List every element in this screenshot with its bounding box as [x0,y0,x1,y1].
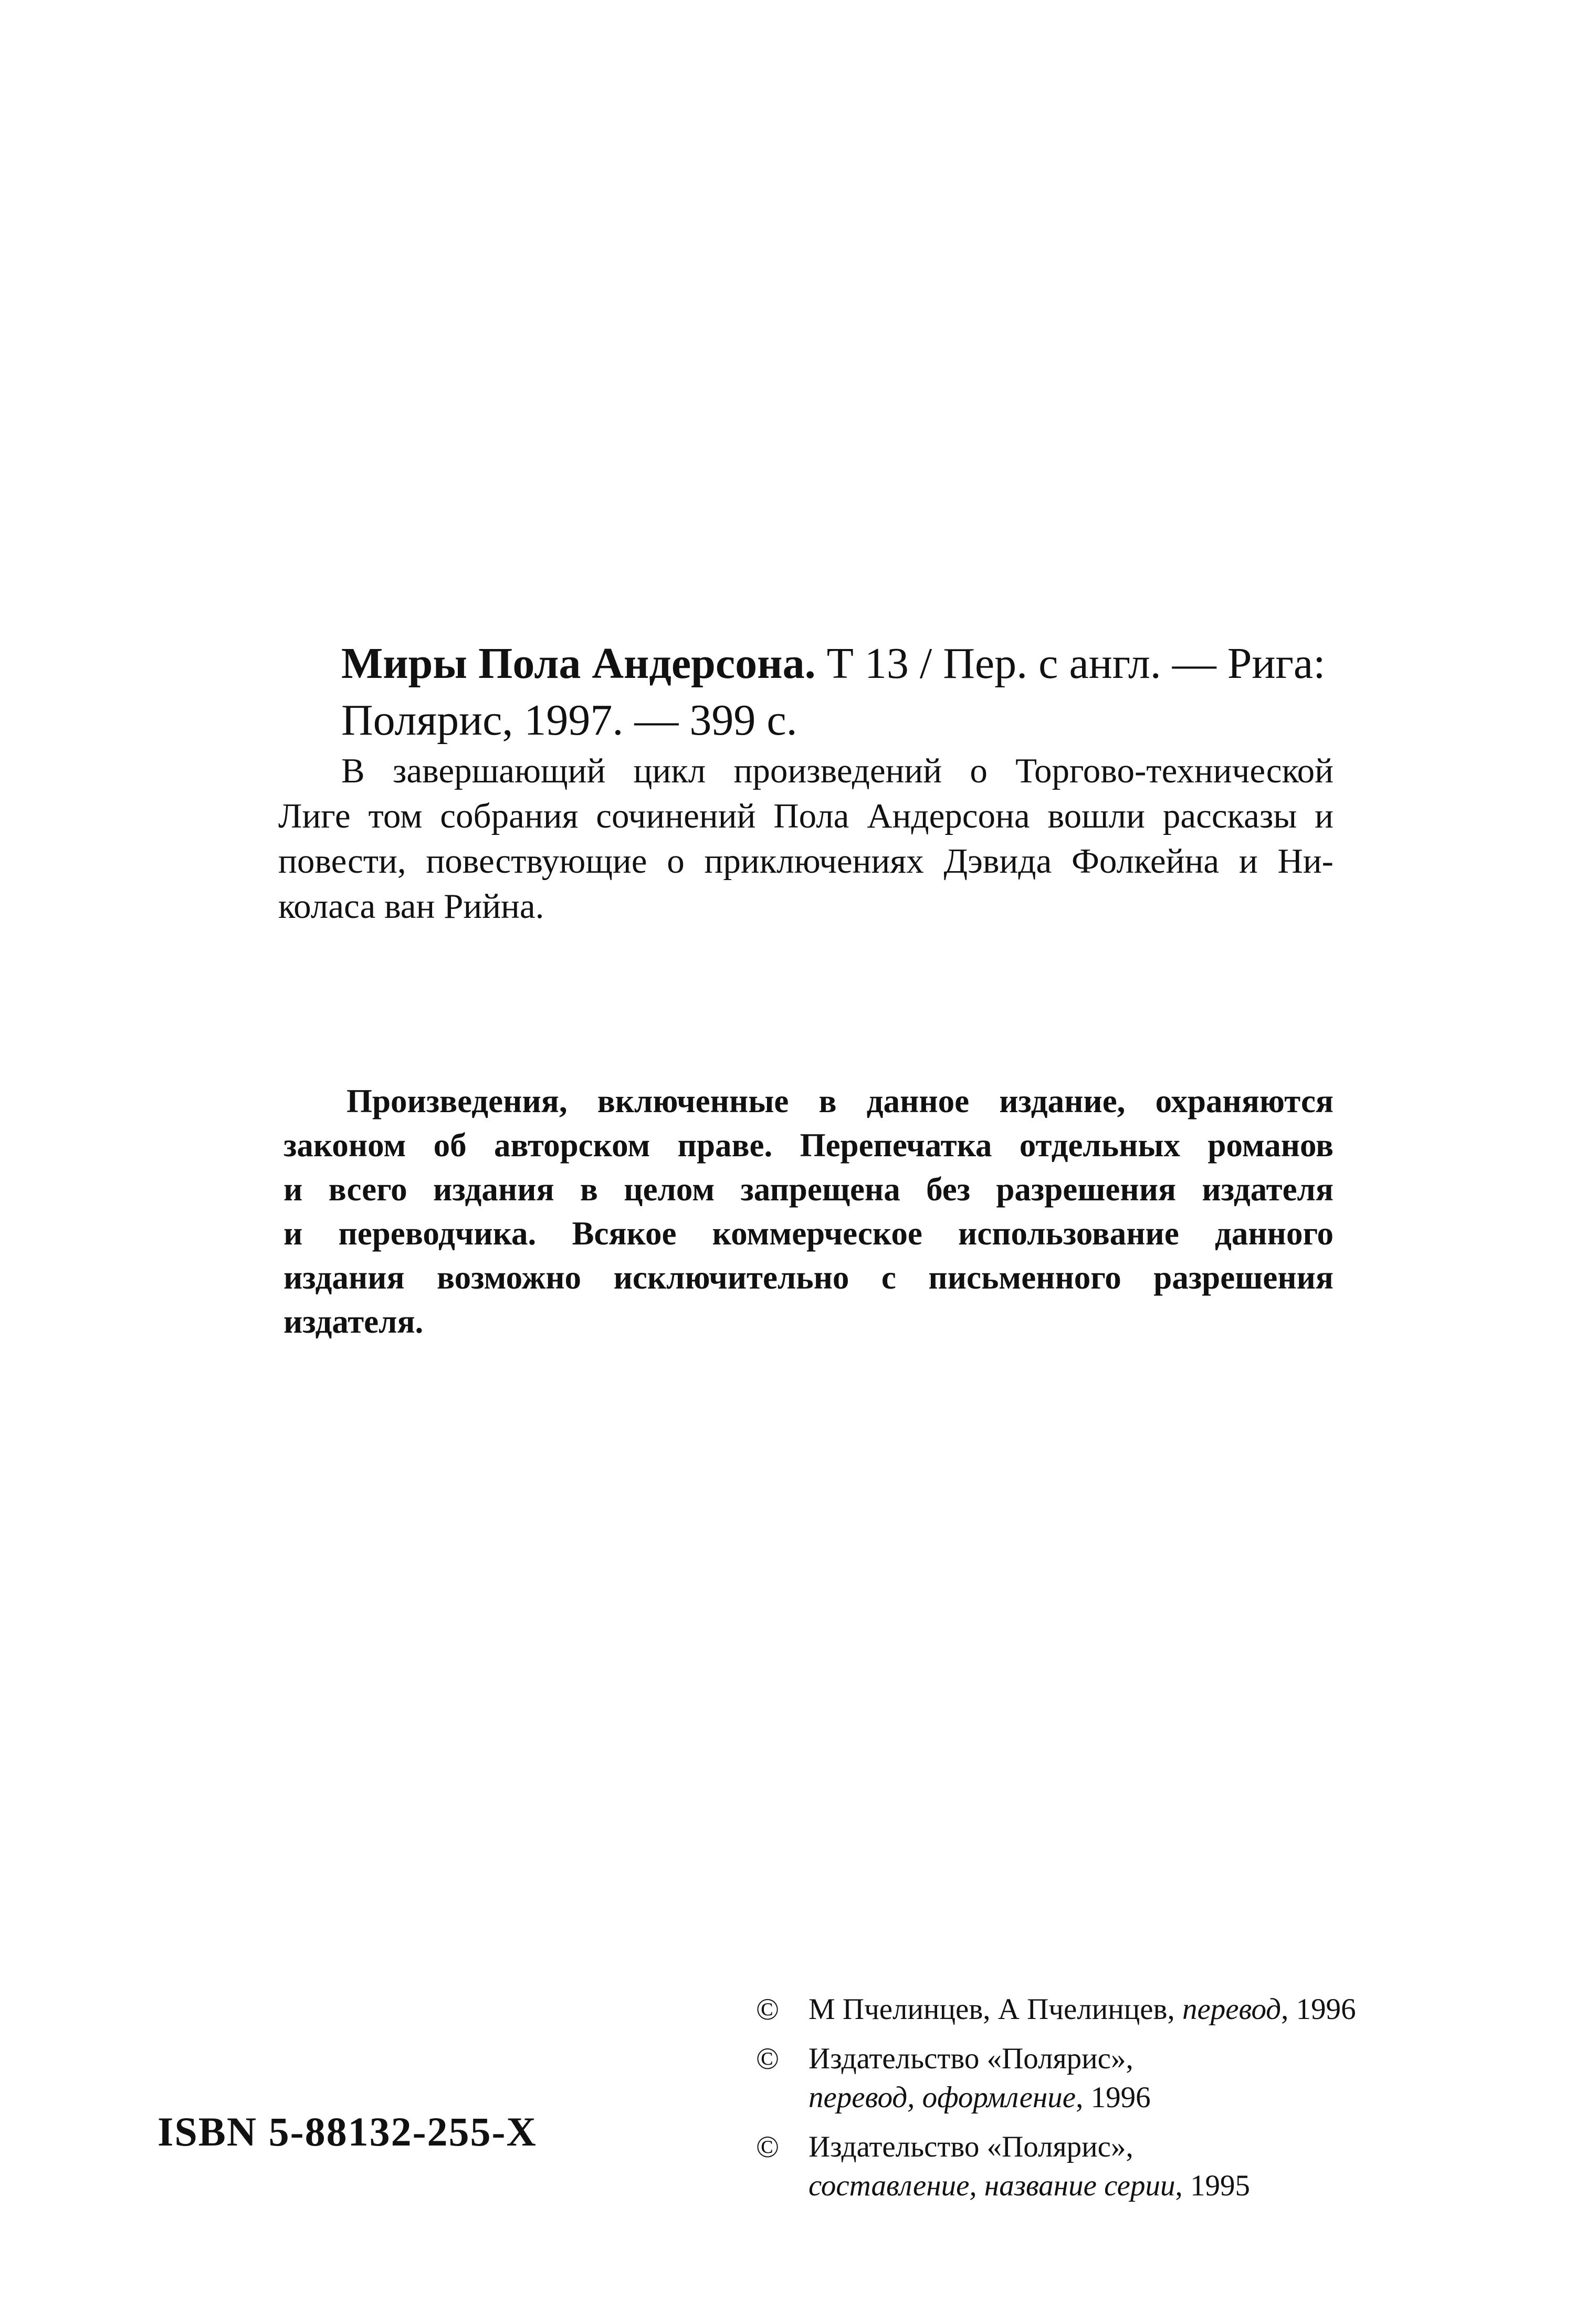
annotation-line: В завершающий цикл произведений о Торгово-технической [341,751,1334,790]
notice-line: законом об авторском праве. Перепечатка отдельных романов [284,1127,1334,1164]
annotation-line: Лиге том собрания сочинений Пола Андерсона вошли рассказы и [278,797,1334,835]
credit-holder: Издательство «Полярис», [808,2130,1133,2163]
credit-year: , 1996 [1281,1993,1356,2026]
notice-line: и всего издания в целом запрещена без разрешения издателя [284,1171,1334,1208]
notice-line: и переводчика. Всякое коммерческое использование данного [284,1215,1334,1252]
credit-line [808,2078,1438,2117]
copyright-symbol: © [756,2042,780,2076]
credit-compilation [756,2128,1438,2205]
annotation-line: повести, повествующие о приключениях Дэвида Фолкейна и Ни- [278,842,1334,881]
credit-year: , 1995 [1175,2169,1250,2202]
citation-line-2: Полярис, 1997. — 399 с. [341,696,797,745]
notice-line: Произведения, включенные в данное издание, охраняются [346,1083,1334,1119]
citation-details: Т 13 / Пер. с англ. — Рига: [815,639,1326,688]
notice-line: издателя. [284,1303,424,1340]
credit-holder: Издательство «Полярис», [808,2042,1133,2075]
copyright-notice [284,1079,1334,1344]
notice-line: издания возможно исключительно с письменного разрешения [284,1259,1334,1296]
credit-year: , 1996 [1076,2081,1151,2114]
copyright-symbol: © [756,2130,780,2164]
citation-line-1 [341,635,1339,692]
credit-role: перевод, оформление [808,2081,1076,2114]
copyright-credits [756,1990,1438,2216]
copyright-symbol: © [756,1992,780,2026]
book-annotation [278,748,1334,929]
credit-role: перевод [1182,1993,1282,2026]
credit-design [756,2039,1438,2117]
credit-role: составление, название серии [808,2169,1175,2202]
credit-translation [756,1990,1438,2029]
isbn: ISBN 5-88132-255-X [158,2109,537,2154]
bibliographic-citation [341,635,1339,749]
credit-holders: М Пчелинцев, А Пчелинцев, [808,1993,1182,2026]
citation-title: Миры Пола Андерсона. [341,639,816,688]
annotation-line: коласа ван Рийна. [278,887,544,926]
credit-line [808,1990,1438,2029]
credit-line [808,2167,1438,2205]
